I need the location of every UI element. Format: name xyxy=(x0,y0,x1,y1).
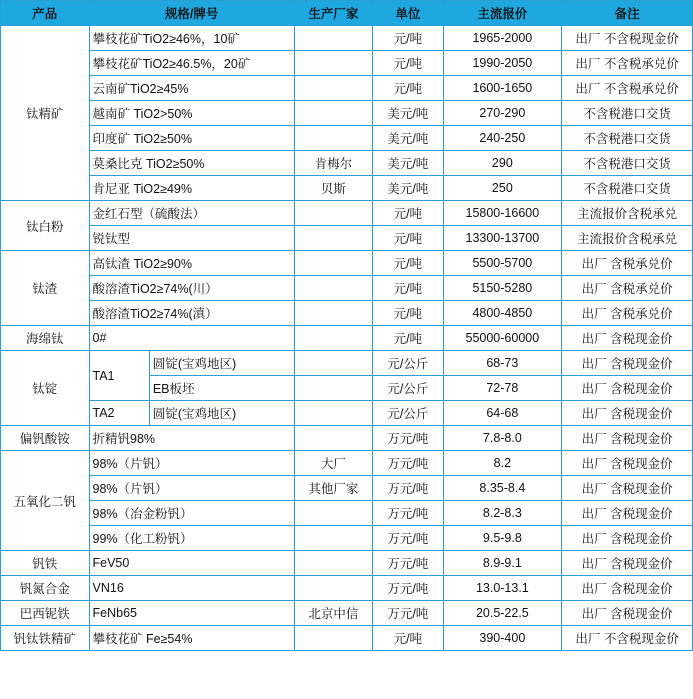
table-row xyxy=(1,251,693,276)
cell-unit: 元/吨 xyxy=(373,226,443,251)
cell-unit: 元/吨 xyxy=(373,326,443,351)
table-header xyxy=(1,1,693,26)
cell-maker xyxy=(294,226,372,251)
cell-note: 出厂 含税现金价 xyxy=(562,401,693,426)
cell-product: 巴西铌铁 xyxy=(1,601,90,626)
cell-price: 390-400 xyxy=(443,626,562,651)
cell-note: 不含税港口交货 xyxy=(562,126,693,151)
cell-spec: 98%（冶金粉钒） xyxy=(89,501,294,526)
table-row xyxy=(1,201,693,226)
cell-unit: 万元/吨 xyxy=(373,426,443,451)
cell-product: 钛锭 xyxy=(1,351,90,426)
cell-unit: 元/吨 xyxy=(373,76,443,101)
cell-note: 不含税港口交货 xyxy=(562,151,693,176)
cell-spec-form: 圆锭(宝鸡地区) xyxy=(149,351,294,376)
cell-spec: 攀枝花矿 Fe≥54% xyxy=(89,626,294,651)
cell-note: 出厂 不含税现金价 xyxy=(562,626,693,651)
cell-product: 海绵钛 xyxy=(1,326,90,351)
cell-maker xyxy=(294,201,372,226)
header-cell-maker: 生产厂家 xyxy=(294,1,372,26)
table-row xyxy=(1,301,693,326)
cell-note: 出厂 含税现金价 xyxy=(562,476,693,501)
cell-price: 72-78 xyxy=(443,376,562,401)
cell-spec: 锐钛型 xyxy=(89,226,294,251)
cell-maker xyxy=(294,526,372,551)
cell-spec-grade: TA1 xyxy=(89,351,149,401)
cell-unit: 元/吨 xyxy=(373,301,443,326)
cell-unit: 元/吨 xyxy=(373,26,443,51)
cell-spec: 越南矿 TiO2>50% xyxy=(89,101,294,126)
cell-note: 出厂 含税现金价 xyxy=(562,326,693,351)
cell-spec: FeV50 xyxy=(89,551,294,576)
cell-price: 5500-5700 xyxy=(443,251,562,276)
table-row xyxy=(1,276,693,301)
cell-price: 15800-16600 xyxy=(443,201,562,226)
cell-unit: 万元/吨 xyxy=(373,501,443,526)
table-row xyxy=(1,426,693,451)
cell-unit: 万元/吨 xyxy=(373,601,443,626)
cell-spec: VN16 xyxy=(89,576,294,601)
table-row xyxy=(1,176,693,201)
table-row xyxy=(1,126,693,151)
cell-unit: 元/吨 xyxy=(373,276,443,301)
cell-unit: 万元/吨 xyxy=(373,526,443,551)
cell-maker xyxy=(294,376,372,401)
cell-note: 出厂 不含税承兑价 xyxy=(562,51,693,76)
cell-maker: 贝斯 xyxy=(294,176,372,201)
cell-spec: 莫桑比克 TiO2≥50% xyxy=(89,151,294,176)
cell-price: 13300-13700 xyxy=(443,226,562,251)
cell-note: 出厂 不含税现金价 xyxy=(562,26,693,51)
cell-price: 7.8-8.0 xyxy=(443,426,562,451)
cell-maker xyxy=(294,251,372,276)
cell-maker xyxy=(294,551,372,576)
cell-note: 出厂 含税现金价 xyxy=(562,426,693,451)
cell-product: 钛渣 xyxy=(1,251,90,326)
cell-unit: 美元/吨 xyxy=(373,176,443,201)
cell-spec: 98%（片钒） xyxy=(89,451,294,476)
cell-price: 20.5-22.5 xyxy=(443,601,562,626)
table-row xyxy=(1,551,693,576)
table-row xyxy=(1,151,693,176)
cell-note: 出厂 含税现金价 xyxy=(562,576,693,601)
header-cell-note: 备注 xyxy=(562,1,693,26)
cell-product: 钒铁 xyxy=(1,551,90,576)
cell-price: 4800-4850 xyxy=(443,301,562,326)
table-row xyxy=(1,601,693,626)
cell-price: 13.0-13.1 xyxy=(443,576,562,601)
cell-unit: 美元/吨 xyxy=(373,101,443,126)
cell-maker xyxy=(294,76,372,101)
cell-maker: 北京中信 xyxy=(294,601,372,626)
cell-note: 出厂 含税现金价 xyxy=(562,601,693,626)
cell-spec: 攀枝花矿TiO2≥46.5%，20矿 xyxy=(89,51,294,76)
cell-unit: 元/吨 xyxy=(373,626,443,651)
cell-note: 出厂 含税现金价 xyxy=(562,526,693,551)
cell-note: 出厂 含税现金价 xyxy=(562,376,693,401)
cell-spec: 攀枝花矿TiO2≥46%，10矿 xyxy=(89,26,294,51)
cell-maker: 大厂 xyxy=(294,451,372,476)
cell-maker xyxy=(294,576,372,601)
cell-product: 钒氮合金 xyxy=(1,576,90,601)
header-cell-unit: 单位 xyxy=(373,1,443,26)
table-row xyxy=(1,576,693,601)
cell-price: 9.5-9.8 xyxy=(443,526,562,551)
table-row xyxy=(1,226,693,251)
cell-price: 55000-60000 xyxy=(443,326,562,351)
header-row xyxy=(1,1,693,26)
cell-price: 5150-5280 xyxy=(443,276,562,301)
cell-price: 68-73 xyxy=(443,351,562,376)
cell-spec: 0# xyxy=(89,326,294,351)
header-cell-product: 产品 xyxy=(1,1,90,26)
cell-unit: 元/公斤 xyxy=(373,401,443,426)
cell-unit: 元/吨 xyxy=(373,201,443,226)
cell-maker xyxy=(294,351,372,376)
cell-spec: 98%（片钒） xyxy=(89,476,294,501)
table-row xyxy=(1,76,693,101)
cell-note: 出厂 含税现金价 xyxy=(562,451,693,476)
cell-note: 出厂 含税承兑价 xyxy=(562,301,693,326)
cell-spec: 印度矿 TiO2≥50% xyxy=(89,126,294,151)
cell-note: 出厂 含税现金价 xyxy=(562,501,693,526)
bottom-spacer xyxy=(0,651,693,699)
cell-unit: 万元/吨 xyxy=(373,476,443,501)
table-body xyxy=(1,26,693,651)
table-row xyxy=(1,101,693,126)
cell-price: 1600-1650 xyxy=(443,76,562,101)
header-cell-price: 主流报价 xyxy=(443,1,562,26)
table-row xyxy=(1,626,693,651)
cell-note: 出厂 含税承兑价 xyxy=(562,251,693,276)
cell-note: 出厂 含税承兑价 xyxy=(562,276,693,301)
cell-price: 270-290 xyxy=(443,101,562,126)
cell-unit: 万元/吨 xyxy=(373,576,443,601)
table-row xyxy=(1,501,693,526)
table-row xyxy=(1,26,693,51)
cell-spec: 高钛渣 TiO2≥90% xyxy=(89,251,294,276)
cell-spec: 99%（化工粉钒） xyxy=(89,526,294,551)
cell-price: 8.9-9.1 xyxy=(443,551,562,576)
cell-maker xyxy=(294,51,372,76)
cell-price: 8.35-8.4 xyxy=(443,476,562,501)
table-row xyxy=(1,401,693,426)
cell-maker xyxy=(294,501,372,526)
cell-product: 五氧化二钒 xyxy=(1,451,90,551)
cell-spec-form: EB板坯 xyxy=(149,376,294,401)
cell-price: 8.2 xyxy=(443,451,562,476)
cell-note: 出厂 不含税承兑价 xyxy=(562,76,693,101)
cell-product: 钒钛铁精矿 xyxy=(1,626,90,651)
cell-unit: 元/吨 xyxy=(373,251,443,276)
cell-price: 64-68 xyxy=(443,401,562,426)
cell-price: 250 xyxy=(443,176,562,201)
cell-maker xyxy=(294,101,372,126)
cell-maker xyxy=(294,626,372,651)
table-row xyxy=(1,451,693,476)
cell-note: 出厂 含税现金价 xyxy=(562,551,693,576)
cell-maker xyxy=(294,26,372,51)
cell-spec-form: 圆锭(宝鸡地区) xyxy=(149,401,294,426)
table-row xyxy=(1,51,693,76)
cell-spec: 折精钒98% xyxy=(89,426,294,451)
cell-spec-grade: TA2 xyxy=(89,401,149,426)
cell-spec: 云南矿TiO2≥45% xyxy=(89,76,294,101)
cell-product: 钛精矿 xyxy=(1,26,90,201)
cell-maker xyxy=(294,326,372,351)
cell-product: 偏钒酸铵 xyxy=(1,426,90,451)
cell-spec: 肯尼亚 TiO2≥49% xyxy=(89,176,294,201)
table-row xyxy=(1,476,693,501)
cell-spec: 酸溶渣TiO2≥74%(川） xyxy=(89,276,294,301)
table-row xyxy=(1,351,693,376)
cell-price: 290 xyxy=(443,151,562,176)
cell-price: 1965-2000 xyxy=(443,26,562,51)
cell-price: 240-250 xyxy=(443,126,562,151)
cell-unit: 美元/吨 xyxy=(373,126,443,151)
cell-unit: 万元/吨 xyxy=(373,451,443,476)
cell-maker xyxy=(294,401,372,426)
cell-maker xyxy=(294,126,372,151)
cell-unit: 美元/吨 xyxy=(373,151,443,176)
cell-maker: 其他厂家 xyxy=(294,476,372,501)
cell-price: 8.2-8.3 xyxy=(443,501,562,526)
cell-unit: 元/吨 xyxy=(373,51,443,76)
cell-unit: 元/公斤 xyxy=(373,351,443,376)
cell-note: 出厂 含税现金价 xyxy=(562,351,693,376)
cell-product: 钛白粉 xyxy=(1,201,90,251)
cell-note: 主流报价含税承兑 xyxy=(562,226,693,251)
cell-maker xyxy=(294,426,372,451)
table-row xyxy=(1,526,693,551)
header-cell-spec: 规格/牌号 xyxy=(89,1,294,26)
cell-maker: 肯梅尔 xyxy=(294,151,372,176)
cell-maker xyxy=(294,276,372,301)
cell-maker xyxy=(294,301,372,326)
cell-note: 不含税港口交货 xyxy=(562,176,693,201)
cell-unit: 万元/吨 xyxy=(373,551,443,576)
table-row xyxy=(1,326,693,351)
cell-spec: FeNb65 xyxy=(89,601,294,626)
cell-unit: 元/公斤 xyxy=(373,376,443,401)
cell-spec: 金红石型（硫酸法） xyxy=(89,201,294,226)
cell-spec: 酸溶渣TiO2≥74%(滇） xyxy=(89,301,294,326)
cell-note: 主流报价含税承兑 xyxy=(562,201,693,226)
cell-price: 1990-2050 xyxy=(443,51,562,76)
cell-note: 不含税港口交货 xyxy=(562,101,693,126)
